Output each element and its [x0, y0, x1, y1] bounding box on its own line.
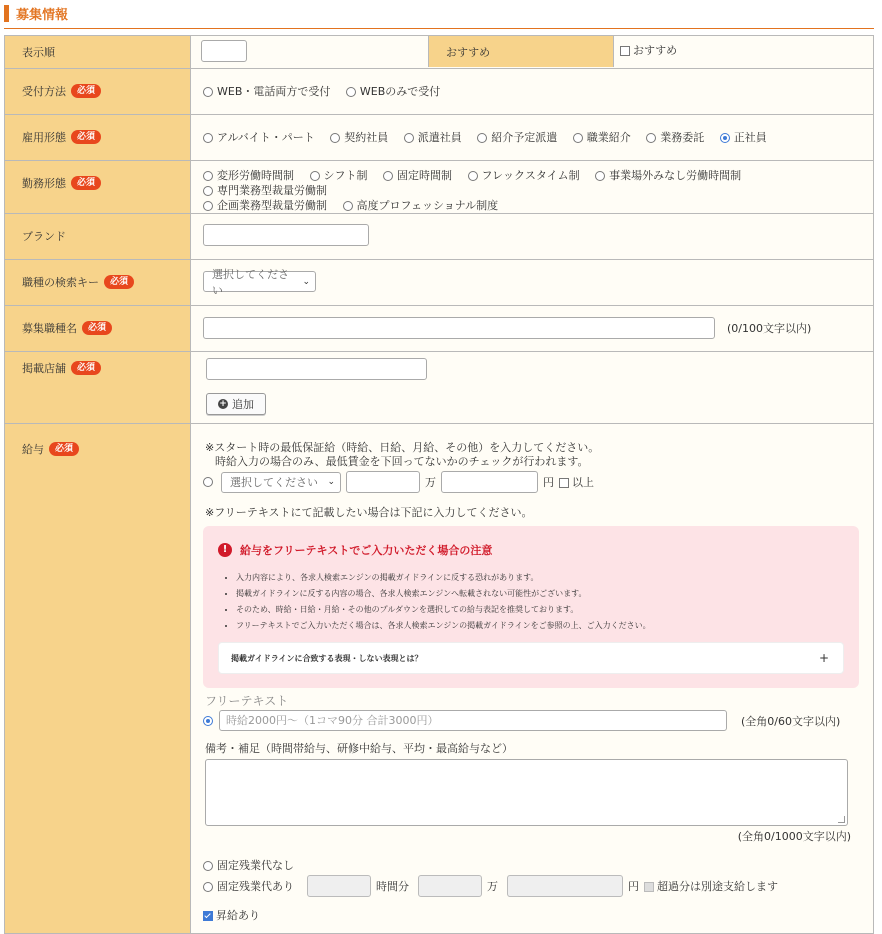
radio-icon	[468, 171, 478, 181]
value-cell	[191, 306, 874, 352]
option-label: 正社員	[733, 131, 767, 144]
remarks-counter: (全角0/1000文字以内)	[737, 830, 851, 843]
notice-item: • 入力内容により、各求人検索エンジンの掲載ガイドラインに反する恐れがあります。	[236, 570, 844, 586]
option-label: アルバイト・パート	[217, 131, 315, 144]
employment-option-contract[interactable]	[330, 131, 388, 144]
free-text-radio[interactable]	[203, 716, 213, 726]
value-cell	[191, 36, 874, 69]
salary-amount-row	[203, 471, 859, 493]
value-cell	[191, 260, 874, 306]
label-cell	[5, 161, 191, 214]
option-label: 専門業務型裁量労働制	[217, 184, 327, 197]
section-title: 募集情報	[16, 8, 69, 23]
fixed-ot-yes-row	[203, 875, 859, 897]
radio-icon	[404, 133, 414, 143]
label-brand: ブランド	[22, 230, 66, 243]
fixed-ot-none-option[interactable]	[203, 857, 859, 873]
notice-title: 給与をフリーテキストでご入力いただく場合の注意	[240, 544, 493, 557]
recommend-check-label: おすすめ	[633, 44, 678, 57]
plus-icon: +	[818, 651, 829, 665]
row-store	[5, 352, 874, 424]
option-label: 企画業務型裁量労働制	[217, 199, 327, 212]
employment-option-dispatch[interactable]	[404, 131, 462, 144]
option-label: 固定残業代なし	[217, 859, 294, 872]
work-style-option-flex[interactable]	[468, 169, 580, 182]
or-more-label: 以上	[572, 476, 594, 489]
label-cell	[5, 69, 191, 115]
select-value: 選択してください	[230, 476, 318, 489]
remarks-textarea[interactable]	[205, 759, 848, 826]
label-cell	[5, 260, 191, 306]
salary-man-input[interactable]	[346, 471, 420, 493]
radio-icon	[203, 171, 213, 181]
notice-item: • そのため、時給・日給・月給・その他のプルダウンを選択しての給与表記を推奨しております。	[236, 602, 844, 618]
required-badge: 必須	[71, 176, 101, 190]
radio-icon	[203, 87, 213, 97]
accordion-label: 掲載ガイドラインに合致する表現・しない表現とは？	[231, 653, 423, 663]
free-text-note: ※フリーテキストにて記載したい場合は下記に入力してください。	[205, 506, 533, 519]
or-more-checkbox[interactable]	[559, 478, 569, 488]
radio-icon	[595, 171, 605, 181]
radio-icon	[203, 133, 213, 143]
required-badge: 必須	[71, 84, 101, 98]
chevron-down-icon: ⌄	[327, 477, 335, 487]
required-badge: 必須	[49, 442, 79, 456]
brand-input[interactable]	[203, 224, 369, 246]
unit-man: 万	[425, 476, 436, 489]
value-cell	[191, 214, 874, 260]
radio-icon	[383, 171, 393, 181]
or-more-checkbox-wrap[interactable]	[559, 474, 594, 490]
option-label: 変形労働時間制	[217, 169, 294, 182]
employment-option-full-time[interactable]	[720, 131, 767, 144]
required-badge: 必須	[71, 361, 101, 375]
recommend-checkbox[interactable]	[620, 46, 630, 56]
radio-icon	[573, 133, 583, 143]
radio-icon	[330, 133, 340, 143]
required-badge: 必須	[104, 275, 134, 289]
recommend-label-cell	[428, 36, 614, 67]
row-work-style	[5, 161, 874, 214]
label-employment-type: 雇用形態	[22, 131, 66, 144]
row-job-name	[5, 306, 874, 352]
work-style-option-offsite[interactable]	[595, 169, 741, 182]
radio-icon	[646, 133, 656, 143]
free-text-counter: (全角0/60文字以内)	[741, 714, 841, 728]
section-header	[4, 3, 874, 29]
remarks-label: 備考・補足（時間帯給与、研修中給与、平均・最高給与など）	[205, 742, 513, 755]
job-name-counter: (0/100文字以内)	[727, 322, 812, 335]
radio-icon	[203, 201, 213, 211]
plus-circle-icon: +	[219, 399, 227, 409]
radio-selected-icon	[720, 133, 730, 143]
label-recommend: おすすめ	[446, 45, 491, 59]
employment-option-part-time[interactable]	[203, 131, 315, 144]
option-label: WEB・電話両方で受付	[217, 85, 331, 98]
required-badge: 必須	[82, 321, 112, 335]
free-text-placeholder: 時給2000円～（1コマ90分 合計3000円）	[226, 714, 439, 727]
employment-option-temp-to-perm[interactable]	[477, 131, 557, 144]
chevron-down-icon: ⌄	[302, 276, 310, 287]
job-key-select[interactable]	[203, 267, 316, 297]
radio-icon	[477, 133, 487, 143]
add-button-label: 追加	[232, 398, 254, 411]
job-name-input[interactable]	[203, 317, 715, 339]
option-label: 職業紹介	[586, 131, 631, 144]
select-value: 選択してください	[212, 267, 289, 297]
value-cell	[191, 161, 874, 214]
option-label: 固定時間制	[397, 169, 452, 182]
option-label: WEBのみで受付	[359, 85, 441, 98]
value-cell	[191, 115, 874, 161]
label-cell	[5, 214, 191, 260]
label-cell	[5, 115, 191, 161]
recommend-check-cell	[614, 36, 677, 67]
value-cell	[191, 424, 874, 934]
work-style-option-variable[interactable]	[203, 169, 294, 182]
label-store: 掲載店舗	[22, 362, 66, 375]
value-cell	[191, 69, 874, 115]
notice-item: • 掲載ガイドラインに反する内容の場合、各求人検索エンジンへ転載されない可能性がございます。	[236, 586, 844, 602]
employment-option-outsourcing[interactable]	[646, 131, 704, 144]
label-cell	[5, 352, 191, 424]
work-style-option-fixed[interactable]	[383, 169, 452, 182]
guideline-accordion[interactable]	[218, 642, 844, 674]
notice-item: • フリーテキストでご入力いただく場合は、各求人検索エンジンの掲載ガイドラインをご参照の上、ご入力ください。	[236, 618, 844, 634]
label-reception: 受付方法	[22, 85, 66, 98]
label-cell	[5, 306, 191, 352]
fixed-ot-hours-input[interactable]	[307, 875, 371, 897]
salary-select-radio[interactable]	[203, 477, 213, 487]
option-label: 紹介予定派遣	[491, 131, 558, 144]
option-label: 契約社員	[344, 131, 389, 144]
salary-yen-input[interactable]	[441, 471, 538, 493]
reception-option-both[interactable]	[203, 85, 330, 98]
work-style-option-shift[interactable]	[310, 169, 368, 182]
radio-icon	[343, 201, 353, 211]
raise-checkbox[interactable]	[203, 911, 213, 921]
row-brand	[5, 214, 874, 260]
overtime-check-wrap[interactable]	[644, 878, 778, 894]
label-job-name: 募集職種名	[22, 322, 77, 335]
free-text-notice	[203, 526, 859, 688]
label-cell	[5, 424, 191, 934]
option-label: フレックスタイム制	[481, 169, 580, 182]
label-salary: 給与	[22, 443, 44, 456]
fixed-ot-yes-option[interactable]	[203, 878, 294, 894]
unit-yen: 円	[543, 476, 554, 489]
work-style-option-planning-discretion[interactable]	[203, 199, 327, 212]
fixed-ot-man-input[interactable]	[418, 875, 482, 897]
hours-unit: 時間分	[376, 880, 409, 893]
unit-man-2: 万	[487, 880, 498, 893]
free-text-label: フリーテキスト	[205, 694, 289, 708]
recruit-form-table	[4, 35, 874, 934]
unit-yen-2: 円	[628, 880, 639, 893]
overtime-check-label: 超過分は別途支給します	[657, 880, 778, 893]
raise-label: 昇給あり	[216, 909, 260, 922]
radio-icon	[346, 87, 356, 97]
display-order-input[interactable]	[201, 40, 247, 62]
value-cell	[191, 352, 874, 424]
resize-handle-icon[interactable]	[838, 816, 845, 823]
option-label: 派遣社員	[417, 131, 462, 144]
label-work-style: 勤務形態	[22, 177, 66, 190]
label-job-key: 職種の検索キー	[22, 276, 99, 289]
label-cell	[5, 36, 191, 69]
fixed-ot-yen-input[interactable]	[507, 875, 623, 897]
alert-icon: !	[218, 543, 232, 557]
salary-note-2: 時給入力の場合のみ、最低賃金を下回ってないかのチェックが行われます。	[215, 455, 589, 468]
radio-icon	[203, 882, 213, 892]
required-badge: 必須	[71, 130, 101, 144]
salary-type-select[interactable]	[221, 472, 341, 493]
overtime-checkbox[interactable]	[644, 882, 654, 892]
radio-icon	[203, 186, 213, 196]
row-reception	[5, 69, 874, 115]
section-bar	[4, 5, 9, 22]
row-employment-type	[5, 115, 874, 161]
row-display-order	[5, 36, 874, 69]
option-label: 事業場外みなし労働時間制	[609, 169, 742, 182]
raise-option[interactable]	[203, 907, 859, 923]
work-style-option-professional-discretion[interactable]	[203, 184, 327, 197]
row-job-key	[5, 260, 874, 306]
store-input[interactable]	[206, 358, 427, 380]
radio-icon	[310, 171, 320, 181]
salary-note-1: ※スタート時の最低保証給（時給、日給、月給、その他）を入力してください。	[205, 441, 600, 454]
work-style-option-high-professional[interactable]	[343, 199, 499, 212]
option-label: 業務委託	[660, 131, 705, 144]
reception-option-web[interactable]	[346, 85, 440, 98]
option-label: シフト制	[323, 169, 368, 182]
option-label: 固定残業代あり	[217, 880, 294, 893]
option-label: 高度プロフェッショナル制度	[356, 199, 499, 212]
radio-icon	[203, 861, 213, 871]
row-salary	[5, 424, 874, 934]
free-text-input[interactable]	[219, 710, 727, 731]
free-text-row	[203, 710, 859, 731]
add-store-button[interactable]	[206, 393, 266, 415]
notice-list	[218, 570, 844, 634]
label-display-order: 表示順	[22, 45, 55, 59]
employment-option-placement[interactable]	[573, 131, 631, 144]
